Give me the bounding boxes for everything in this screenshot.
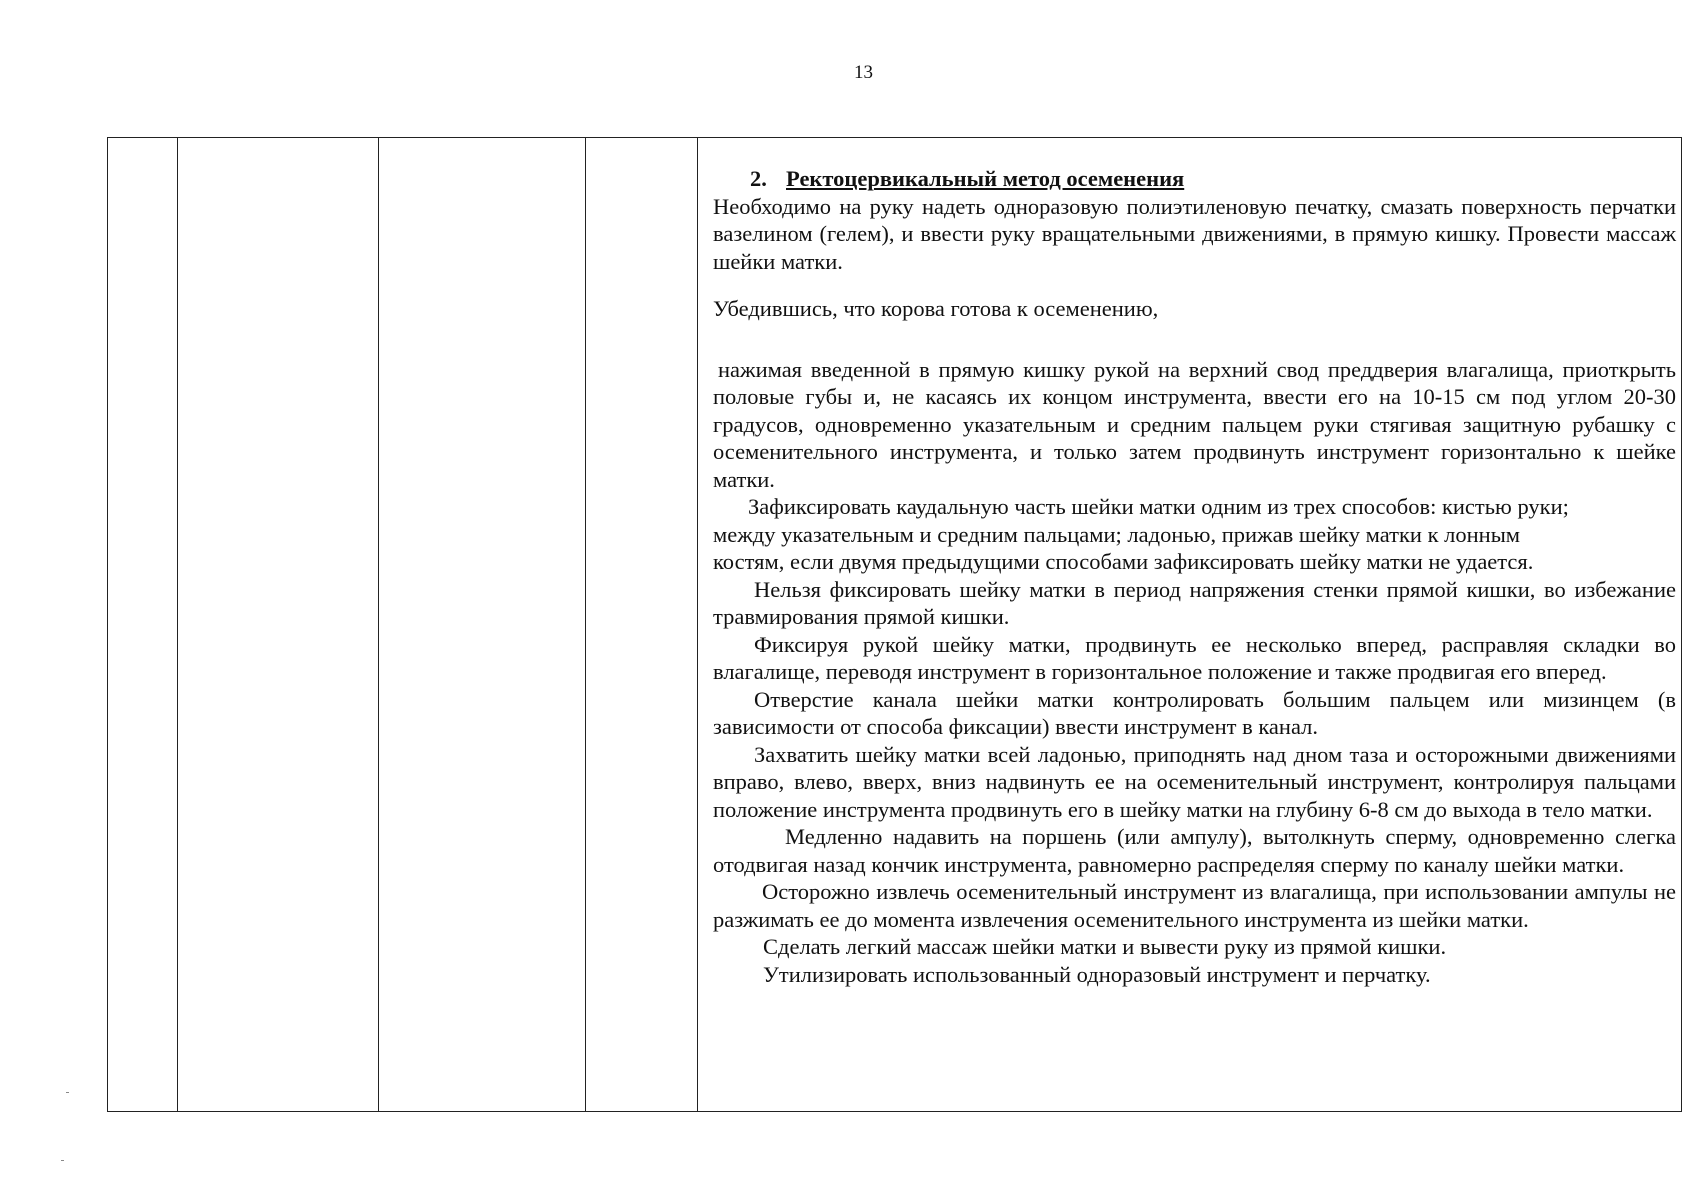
paragraph: Нельзя фиксировать шейку матки в период напряжения стенки прямой кишки, во избежание травмирования прямой кишки. xyxy=(713,576,1676,629)
paragraph: Медленно надавить на поршень (или ампулу), вытолкнуть сперму, одновременно слегка отодвигая назад кончик инструмента, равномерно распределяя сперму по каналу шейки матки. xyxy=(713,824,1676,877)
paragraph: Необходимо на руку надеть одноразовую полиэтиленовую печатку, смазать поверхность перчатки вазелином (гелем), и ввести руку вращательными движениями, в прямую кишку. Провести массаж шейки матки. xyxy=(713,193,1676,274)
paragraph: Осторожно извлечь осеменительный инструмент из влагалища, при использовании ампулы не разжимать ее до момента извлечения осеменительного инструмента из шейки матки. xyxy=(713,879,1676,932)
table-column-divider-4 xyxy=(697,138,698,1111)
procedure-cell-content xyxy=(713,165,1676,988)
table-column-divider-2 xyxy=(378,138,379,1111)
paragraph: между указательным и средним пальцами; ладонью, прижав шейку матки к лонным xyxy=(713,521,1521,547)
table-column-divider-1 xyxy=(177,138,178,1111)
paragraph: Убедившись, что корова готова к осеменению, xyxy=(713,296,1159,321)
paragraph: Захватить шейку матки всей ладонью, приподнять над дном таза и осторожными движениями вправо, влево, вверх, вниз надвинуть ее на осеменительный инструмент, контролируя пальцами положение инструмента продвинуть его в шейку матки на глубину 6-8 см до выхода в тело матки. xyxy=(713,741,1676,822)
paragraph: Зафиксировать каудальную часть шейки матки одним из трех способов: кистью руки; xyxy=(748,494,1569,519)
paragraph: Утилизировать использованный одноразовый инструмент и перчатку. xyxy=(763,961,1431,987)
paragraph: нажимая введенной в прямую кишку рукой на верхний свод преддверия влагалища, приоткрыть половые губы и, не касаясь их концом инструмента, ввести его на 10-15 см под углом 20-30 градусов, одновременно указательным и средним пальцем руки стягивая защитную рубашку с осеменительного инструмента, и только затем продвинуть инструмент горизонтально к шейке матки. xyxy=(713,356,1676,492)
section-number: 2. xyxy=(750,166,767,191)
scan-speck xyxy=(66,1092,69,1093)
page-number: 13 xyxy=(854,62,873,83)
paragraph: костям, если двумя предыдущими способами зафиксировать шейку матки не удается. xyxy=(713,549,1534,574)
paragraph: Отверстие канала шейки матки контролировать большим пальцем или мизинцем (в зависимости от способа фиксации) ввести инструмент в канал. xyxy=(713,686,1676,739)
scan-speck xyxy=(61,1160,64,1161)
paragraph: Сделать легкий массаж шейки матки и вывести руку из прямой кишки. xyxy=(763,934,1447,959)
section-heading xyxy=(713,165,1676,193)
section-title: Ректоцервикальный метод осеменения xyxy=(786,166,1185,191)
paragraph: Фиксируя рукой шейку матки, продвинуть ее несколько вперед, расправляя складки во влагалище, переводя инструмент в горизонтальное положение и также продвигая его вперед. xyxy=(713,631,1676,684)
table-column-divider-3 xyxy=(585,138,586,1111)
